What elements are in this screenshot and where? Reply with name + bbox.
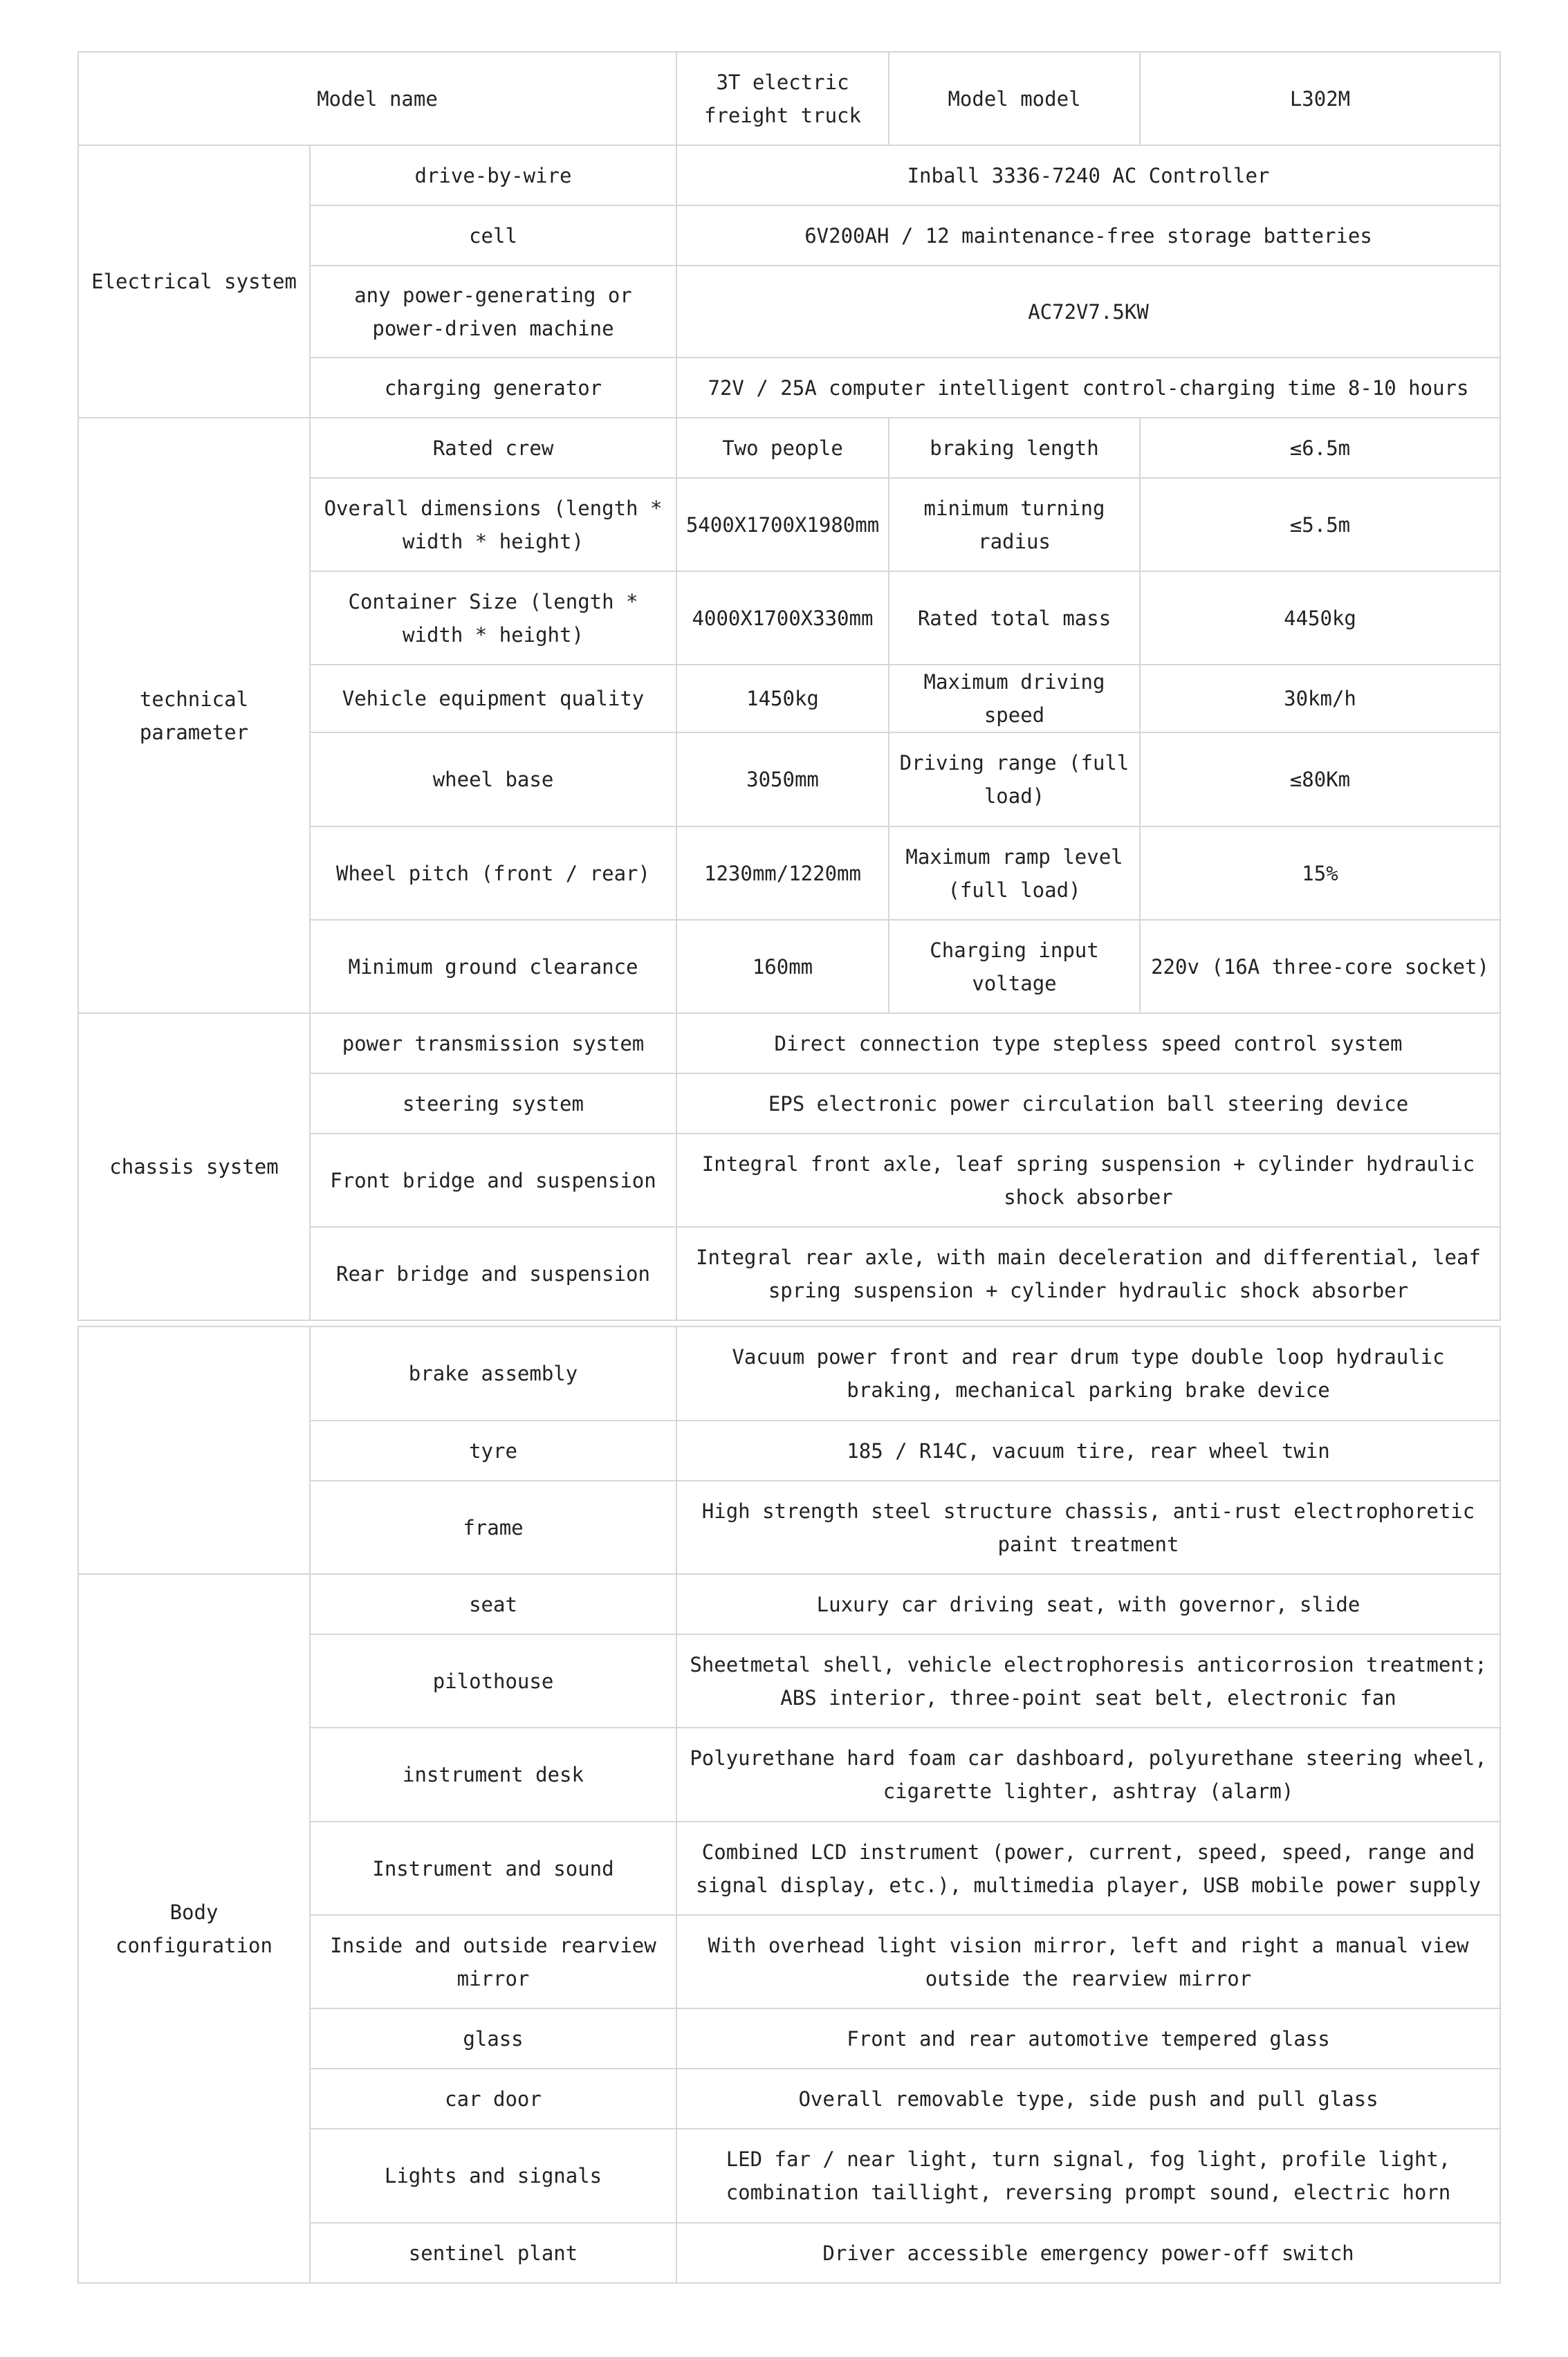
row-value: Sheetmetal shell, vehicle electrophoresis anticorrosion treatment; ABS interior, three-point seat belt, electronic fan: [676, 1634, 1500, 1728]
row-label: any power-generating or power-driven machine: [310, 266, 676, 358]
model-model-value: L302M: [1140, 52, 1500, 145]
row-value: AC72V7.5KW: [676, 266, 1500, 358]
row-label: Vehicle equipment quality: [310, 665, 676, 732]
row-value-2: ≤6.5m: [1140, 418, 1500, 478]
row-value: High strength steel structure chassis, anti-rust electrophoretic paint treatment: [676, 1481, 1500, 1574]
row-label: drive-by-wire: [310, 145, 676, 205]
spec-table-main: [77, 51, 1501, 1321]
section-blank: [78, 1327, 310, 1574]
row-value: Polyurethane hard foam car dashboard, polyurethane steering wheel, cigarette lighter, ashtray (alarm): [676, 1728, 1500, 1822]
row-value: Integral rear axle, with main deceleration and differential, leaf spring suspension + cylinder hydraulic shock absorber: [676, 1227, 1500, 1320]
row-value: 3050mm: [676, 732, 889, 826]
row-value-2: ≤80Km: [1140, 732, 1500, 826]
row-value: Overall removable type, side push and pull glass: [676, 2069, 1500, 2129]
row-value: Integral front axle, leaf spring suspension + cylinder hydraulic shock absorber: [676, 1134, 1500, 1227]
row-value: 185 / R14C, vacuum tire, rear wheel twin: [676, 1421, 1500, 1481]
table-row: [78, 1013, 1500, 1073]
row-value: Vacuum power front and rear drum type double loop hydraulic braking, mechanical parking brake device: [676, 1327, 1500, 1421]
row-value-2: 30km/h: [1140, 665, 1500, 732]
table-row: [78, 145, 1500, 205]
row-label: Lights and signals: [310, 2129, 676, 2223]
table-row: [78, 1574, 1500, 1634]
row-value: Driver accessible emergency power-off switch: [676, 2223, 1500, 2283]
row-label: Inside and outside rearview mirror: [310, 1915, 676, 2008]
row-label-2: Maximum ramp level (full load): [889, 826, 1140, 920]
model-name-value: 3T electric freight truck: [676, 52, 889, 145]
row-value: With overhead light vision mirror, left and right a manual view outside the rearview mirror: [676, 1915, 1500, 2008]
row-value: 1230mm/1220mm: [676, 826, 889, 920]
header-row: [78, 52, 1500, 145]
row-label: Instrument and sound: [310, 1822, 676, 1915]
row-label: charging generator: [310, 358, 676, 418]
section-technical: technical parameter: [78, 418, 310, 1013]
row-label: pilothouse: [310, 1634, 676, 1728]
row-value: Direct connection type stepless speed control system: [676, 1013, 1500, 1073]
row-label: car door: [310, 2069, 676, 2129]
row-label: sentinel plant: [310, 2223, 676, 2283]
section-body: Body configuration: [78, 1574, 310, 2283]
row-value: 5400X1700X1980mm: [676, 478, 889, 571]
row-label-2: Maximum driving speed: [889, 665, 1140, 732]
row-label-2: minimum turning radius: [889, 478, 1140, 571]
row-label: power transmission system: [310, 1013, 676, 1073]
row-value: Two people: [676, 418, 889, 478]
row-label: Rated crew: [310, 418, 676, 478]
row-value: 4000X1700X330mm: [676, 571, 889, 665]
row-label: Container Size (length * width * height): [310, 571, 676, 665]
row-label: instrument desk: [310, 1728, 676, 1822]
row-label: wheel base: [310, 732, 676, 826]
row-label: seat: [310, 1574, 676, 1634]
row-value: 6V200AH / 12 maintenance-free storage batteries: [676, 205, 1500, 266]
row-label-2: Driving range (full load): [889, 732, 1140, 826]
row-value-2: 220v (16A three-core socket): [1140, 920, 1500, 1013]
row-value: Front and rear automotive tempered glass: [676, 2008, 1500, 2069]
row-value: EPS electronic power circulation ball steering device: [676, 1073, 1500, 1134]
row-label: cell: [310, 205, 676, 266]
row-value: Luxury car driving seat, with governor, slide: [676, 1574, 1500, 1634]
row-label: glass: [310, 2008, 676, 2069]
row-label: Overall dimensions (length * width * height): [310, 478, 676, 571]
row-value: LED far / near light, turn signal, fog light, profile light, combination taillight, reversing prompt sound, electric horn: [676, 2129, 1500, 2223]
row-label-2: Charging input voltage: [889, 920, 1140, 1013]
spec-table-continued: [77, 1326, 1501, 2284]
row-label: frame: [310, 1481, 676, 1574]
table-row: [78, 418, 1500, 478]
row-value-2: ≤5.5m: [1140, 478, 1500, 571]
row-value: Inball 3336-7240 AC Controller: [676, 145, 1500, 205]
row-label-2: braking length: [889, 418, 1140, 478]
row-value-2: 15%: [1140, 826, 1500, 920]
row-value: Combined LCD instrument (power, current, speed, speed, range and signal display, etc.), multimedia player, USB mobile power supply: [676, 1822, 1500, 1915]
row-label: Wheel pitch (front / rear): [310, 826, 676, 920]
row-value: 160mm: [676, 920, 889, 1013]
row-value-2: 4450kg: [1140, 571, 1500, 665]
row-label: Front bridge and suspension: [310, 1134, 676, 1227]
model-model-label: Model model: [889, 52, 1140, 145]
model-name-label: Model name: [78, 52, 676, 145]
row-label: tyre: [310, 1421, 676, 1481]
row-value: 1450kg: [676, 665, 889, 732]
row-value: 72V / 25A computer intelligent control-charging time 8-10 hours: [676, 358, 1500, 418]
table-row: [78, 1327, 1500, 1421]
section-chassis: chassis system: [78, 1013, 310, 1320]
row-label: brake assembly: [310, 1327, 676, 1421]
row-label: Rear bridge and suspension: [310, 1227, 676, 1320]
row-label: steering system: [310, 1073, 676, 1134]
row-label-2: Rated total mass: [889, 571, 1140, 665]
section-electrical: Electrical system: [78, 145, 310, 418]
row-label: Minimum ground clearance: [310, 920, 676, 1013]
